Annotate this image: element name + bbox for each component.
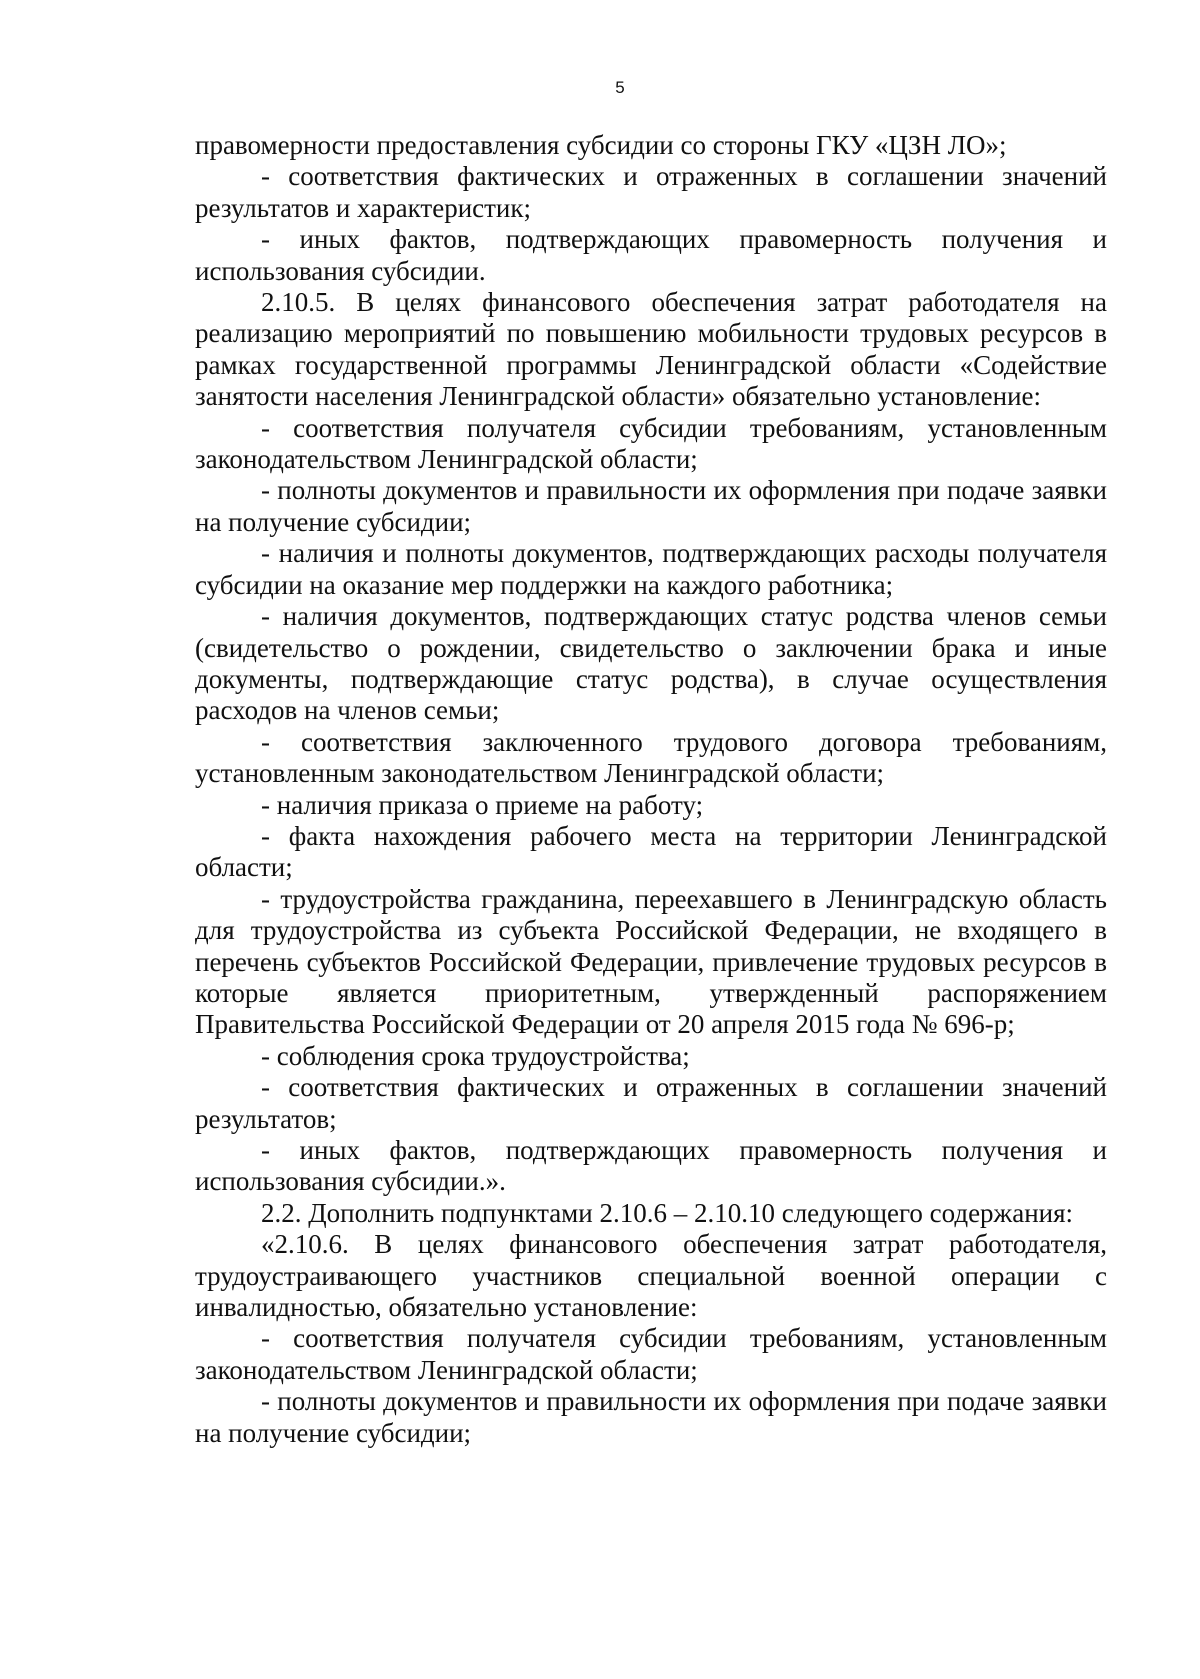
paragraph: - соблюдения срока трудоустройства;: [261, 1040, 690, 1071]
paragraph: 2.2. Дополнить подпунктами 2.10.6 – 2.10.10 следующего содержания:: [261, 1197, 1074, 1228]
paragraph: «2.10.6. В целях финансового обеспечения затрат работодателя, трудоустраивающего участников специальной военной операции с инвалидностью, обязательно установление:: [195, 1229, 1107, 1323]
paragraph: - наличия приказа о приеме на работу;: [261, 789, 704, 820]
paragraph: - наличия и полноты документов, подтверждающих расходы получателя субсидии на оказание мер поддержки на каждого работника;: [195, 538, 1107, 600]
paragraph: - трудоустройства гражданина, переехавшего в Ленинградскую область для трудоустройства из субъекта Российской Федерации, не входящего в перечень субъектов Российской Федерации, привлечение трудовых ресурсов в которые является приоритетным, утвержденный распоряжением Правительства Российской Федерации от 20 апреля 2015 года № 696-р;: [195, 883, 1107, 1040]
paragraph: - соответствия фактических и отраженных в соглашении значений результатов;: [195, 1072, 1107, 1134]
paragraph: - соответствия получателя субсидии требованиям, установленным законодательством Ленинградской области;: [195, 1323, 1107, 1385]
page-number: 5: [615, 78, 625, 97]
paragraph: - соответствия получателя субсидии требованиям, установленным законодательством Ленинградской области;: [195, 412, 1107, 475]
paragraph: - соответствия заключенного трудового договора требованиям, установленным законодательством Ленинградской области;: [195, 726, 1107, 789]
paragraph: 2.10.5. В целях финансового обеспечения затрат работодателя на реализацию мероприятий по повышению мобильности трудовых ресурсов в рамках государственной программы Ленинградской области «Содействие занятости населения Ленинградской области» обязательно установление:: [195, 287, 1107, 412]
paragraph: - соответствия фактических и отраженных в соглашении значений результатов и характеристик;: [195, 161, 1107, 223]
paragraph: - иных фактов, подтверждающих правомерность получения и использования субсидии.: [195, 224, 1107, 286]
paragraph: - полноты документов и правильности их оформления при подаче заявки на получение субсидии;: [195, 1386, 1107, 1448]
paragraph: - иных фактов, подтверждающих правомерность получения и использования субсидии.».: [195, 1135, 1107, 1197]
document-body: [195, 130, 1107, 1449]
paragraph: - полноты документов и правильности их оформления при подаче заявки на получение субсидии;: [195, 475, 1107, 537]
paragraph: правомерности предоставления субсидии со стороны ГКУ «ЦЗН ЛО»;: [195, 130, 1007, 160]
paragraph: - наличия документов, подтверждающих статус родства членов семьи (свидетельство о рождении, свидетельство о заключении брака и иные документы, подтверждающие статус родства), в случае осуществления расходов на членов семьи;: [195, 601, 1107, 726]
paragraph: - факта нахождения рабочего места на территории Ленинградской области;: [195, 820, 1107, 883]
